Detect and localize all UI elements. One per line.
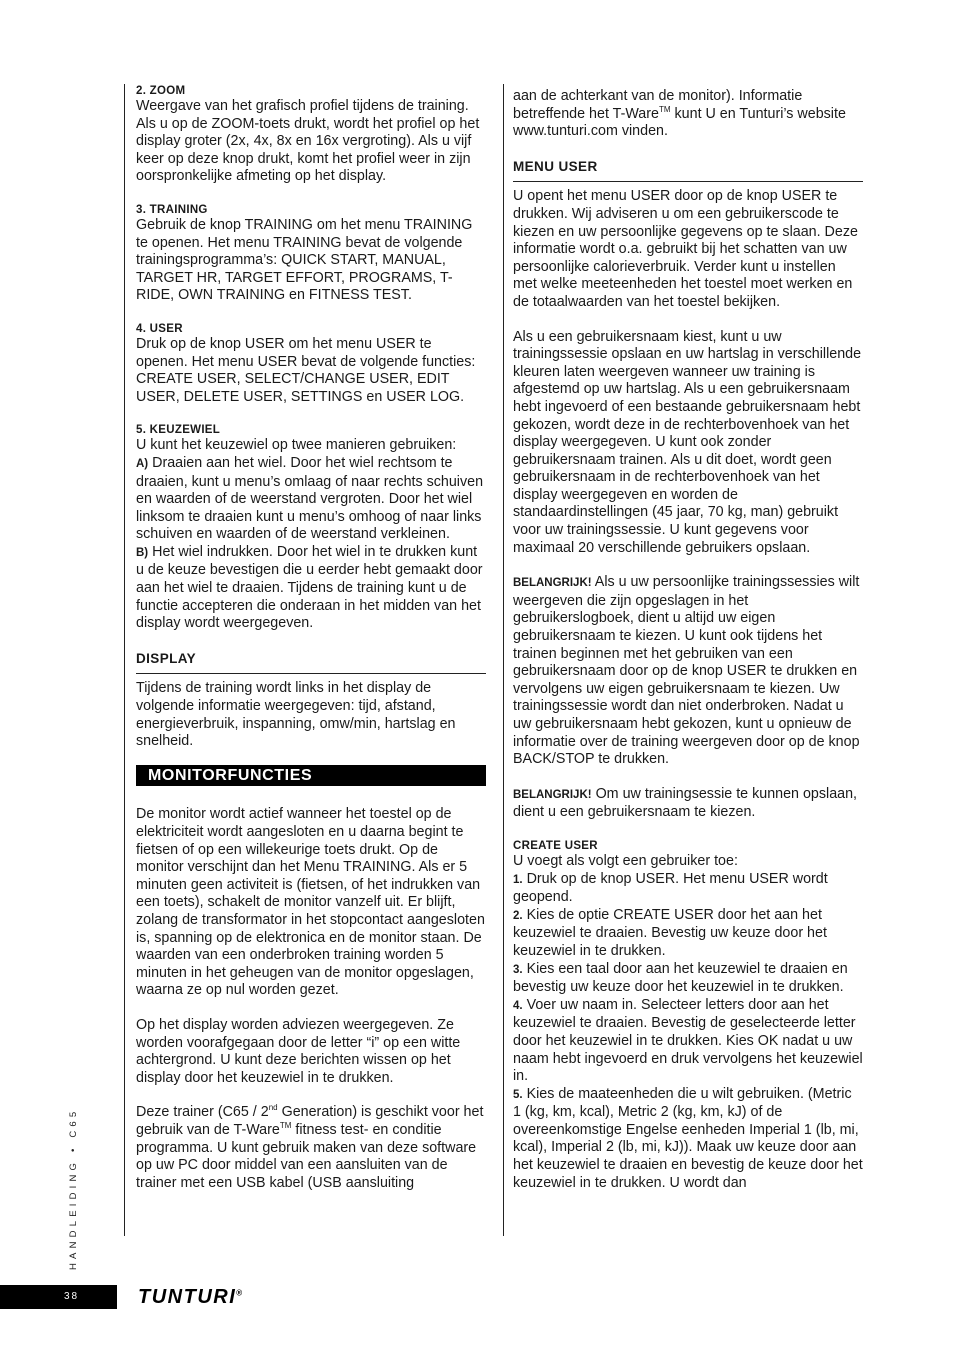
step-number: 4. (513, 999, 523, 1012)
step-item (513, 997, 863, 1086)
user-heading: 4. USER (136, 322, 183, 335)
step-number: 5. (513, 1088, 523, 1101)
page-number: 38 (64, 1291, 80, 1302)
wheel-a-label: A) (136, 457, 149, 470)
monitor-paragraph-2: Op het display worden adviezen weergegeven. Ze worden voorafgegaan door de letter “i” op een witte achtergrond. U kunt deze berichten wissen op het display door het keuzewiel in te drukken. (136, 1016, 461, 1086)
wheel-intro: U kunt het keuzewiel op twee manieren gebruiken: (136, 437, 457, 454)
create-user-heading: CREATE USER (513, 839, 598, 852)
display-text: Tijdens de training wordt links in het display de volgende informatie weergegeven: tijd, afstand, energieverbruik, inspanning, omw/min, hartslag en snelheid. (136, 680, 456, 750)
wheel-a-text: Draaien aan het wiel. Door het wiel rechtsom te draaien, kunt u menu’s omlaag of naar rechts schuiven en waarden of de weerstand vergroten. Door het wiel linksom te draaien kunt u menu’s omhoog of naar links schuiven en waarden of de weerstand verkleinen. (136, 454, 484, 543)
important-2-label: BELANGRIJK! (513, 788, 592, 801)
left-margin-rule (124, 84, 125, 1236)
wheel-b-label: B) (136, 546, 149, 559)
wheel-heading: 5. KEUZEWIEL (136, 424, 221, 437)
registered-mark: ® (236, 1288, 244, 1298)
logo-text: TUNTURI (138, 1286, 237, 1308)
menu-user-paragraph-2: Als u een gebruikersnaam kiest, kunt u uw trainingssessie opslaan en uw hartslag in verschillende kleuren laten weergeven wanneer uw training is afgestemd op uw hartslag. Als u een gebruikersnaam hebt ingevoerd of een bestaande gebruikersnaam hebt gekozen, wordt deze in de rechterbovenhoek van het display weergegeven. U kunt ook zonder gebruikersnaam trainen. Als u dit doet, wordt geen gebruikersnaam in de rechterbovenhoek van het display weergegeven en worden de standaardinstellingen (45 jaar, 70 kg, man) gebruikt voor uw trainingssessie. U kunt gegevens voor maximaal 20 verschillende gebruikers opslaan. (513, 328, 862, 556)
monitor-functions-heading: MONITORFUNCTIES (136, 765, 486, 787)
step-item (513, 961, 863, 997)
zoom-text: Weergave van het grafisch profiel tijdens de training. Als u op de ZOOM-toets drukt, wordt het profiel op het display groter (2x, 4x, 8x en 16x vergroting). Als u vijf keer op deze knop drukt, komt het profiel weer in zijn oorspronkelijke afmeting op het display. (136, 98, 480, 185)
page-number-box (0, 1285, 117, 1309)
step-number: 2. (513, 909, 523, 922)
continued-text (513, 88, 863, 141)
important-note-1 (513, 574, 863, 769)
monitor-p3-part-b: Generation) is geschikt voor het gebruik van de T-Ware (136, 1104, 484, 1138)
create-user-steps (513, 871, 863, 1193)
create-user-intro: U voegt als volgt een gebruiker toe: (513, 852, 738, 869)
menu-user-paragraph-1: U opent het menu USER door op de knop USER te drukken. Wij adviseren u om een gebruikerscode te kiezen en uw persoonlijke gegevens op te slaan. Deze informatie wordt o.a. gebruikt bij het schatten van uw persoonlijke calorieverbruik. Verder kunt u instellen met welke meeteenheden het toestel moet werken en de totaalwaarden van het toestel bekijken. (513, 188, 858, 310)
menu-user-heading: MENU USER (513, 158, 863, 183)
wheel-option-a (136, 455, 486, 544)
monitor-p3-part-a: Deze trainer (C65 / 2 (136, 1104, 269, 1121)
left-column (136, 84, 486, 1192)
zoom-heading: 2. ZOOM (136, 85, 186, 97)
step-number: 1. (513, 873, 523, 886)
monitor-p3-part-c: fitness test- en conditie programma. U kunt gebruik maken van deze software op uw PC door middel van een aansluiten van de trainer met een USB kabel (USB aansluiting (136, 1121, 477, 1191)
step-item (513, 871, 863, 907)
step-text: Kies de maateenheden die u wilt gebruiken. (Metric 1 (kg, km, kcal), Metric 2 (kg, km, kJ) of de overeenkomstige Engelse eenheden Imperial 1 (lb, mi, kcal), Imperial 2 (lb, mi, kJ)). Maak uw keuze door aan het keuzewiel te draaien en bevestig de keuze door het keuzewiel in te drukken. U wordt dan (513, 1085, 863, 1191)
step-item (513, 1086, 863, 1193)
column-divider (503, 84, 504, 1236)
important-1-label: BELANGRIJK! (513, 577, 592, 590)
wheel-b-text: Het wiel indrukken. Door het wiel in te drukken kunt u de keuze bevestigen die u eerder hebt gemaakt door aan het wiel te draaien. Tijdens de training kunt u de functie accepteren die onderaan in het midden van het display wordt weergegeven. (136, 543, 483, 632)
training-heading: 3. TRAINING (136, 203, 208, 216)
display-heading: DISPLAY (136, 650, 486, 675)
monitor-p3-sup-tm: TM (279, 1121, 292, 1131)
monitor-paragraph-3 (136, 1104, 486, 1192)
training-text: Gebruik de knop TRAINING om het menu TRAINING te openen. Het menu TRAINING bevat de volgende trainingsprogramma’s: QUICK START, MANUAL, TARGET HR, TARGET EFFORT, PROGRAMS, T-RIDE, OWN TRAINING en FITNESS TEST. (136, 216, 473, 304)
continued-part-b: kunt U en Tunturi’s website www.tunturi.com vinden. (513, 105, 846, 140)
continued-part-a: aan de achterkant van de monitor). Informatie betreffende het T-Ware (513, 88, 803, 122)
step-number: 3. (513, 963, 523, 976)
tunturi-logo (138, 1286, 244, 1309)
step-text: Voer uw naam in. Selecteer letters door aan het keuzewiel te draaien. Bevestig de geselecteerde letter door het keuzewiel in te drukken. Kies OK nadat u uw naam hebt ingevoerd en druk vervolgens het keuzewiel in. (513, 996, 863, 1085)
important-2-text: Om uw trainingsessie te kunnen opslaan, dient u een gebruikersnaam te kiezen. (513, 785, 858, 821)
continued-sup-tm: TM (658, 104, 671, 114)
side-running-title: HANDLEIDING • C65 (68, 1107, 79, 1270)
step-text: Druk op de knop USER. Het menu USER wordt geopend. (513, 870, 828, 906)
right-column (513, 88, 863, 1192)
wheel-option-b (136, 544, 486, 633)
important-note-2 (513, 786, 863, 822)
step-item (513, 907, 863, 961)
monitor-p3-sup-nd: nd (268, 1103, 278, 1113)
step-text: Kies de optie CREATE USER door het aan het keuzewiel te draaien. Bevestig uw keuze door het keuzewiel in te drukken. (513, 906, 827, 959)
monitor-paragraph-1: De monitor wordt actief wanneer het toestel op de elektriciteit wordt aangesloten en u daarna begint te fietsen of op een willekeurige toets drukt. Op de monitor verschijnt dan het Menu TRAINING. Als er 5 minuten geen activiteit is (fietsen, of het indrukken van een toets), schakelt de monitor vanzelf uit. Er blijft, zolang de transformator in het stopcontact aangesloten is, spanning op de elektronica en de monitor staan. De waarden van een onderbroken training worden 5 minuten in het geheugen van de monitor opgeslagen, waarna ze op nul worden gezet. (136, 806, 485, 999)
user-text: Druk op de knop USER om het menu USER te openen. Het menu USER bevat de volgende functies: CREATE USER, SELECT/CHANGE USER, EDIT USER, DELETE USER, SETTINGS en USER LOG. (136, 335, 476, 405)
step-text: Kies een taal door aan het keuzewiel te draaien en bevestig uw keuze door het keuzewiel in te drukken. (513, 960, 848, 996)
important-1-text: Als u uw persoonlijke trainingssessies wilt weergeven die zijn opgeslagen in het gebruikerslogboek, dient u altijd uw eigen gebruikersnaam te kiezen. U kunt ook tijdens het trainen beginnen met het gebruiken van een gebruikersnaam door op de knop USER te drukken en vervolgens uw eigen gebruikersnaam te kiezen. Uw trainingssessie wordt dan niet onderbroken. Nadat u uw gebruikersnaam hebt gekozen, kunt u opnieuw de informatie over de training weergeven door op de knop BACK/STOP te drukken. (513, 574, 860, 768)
